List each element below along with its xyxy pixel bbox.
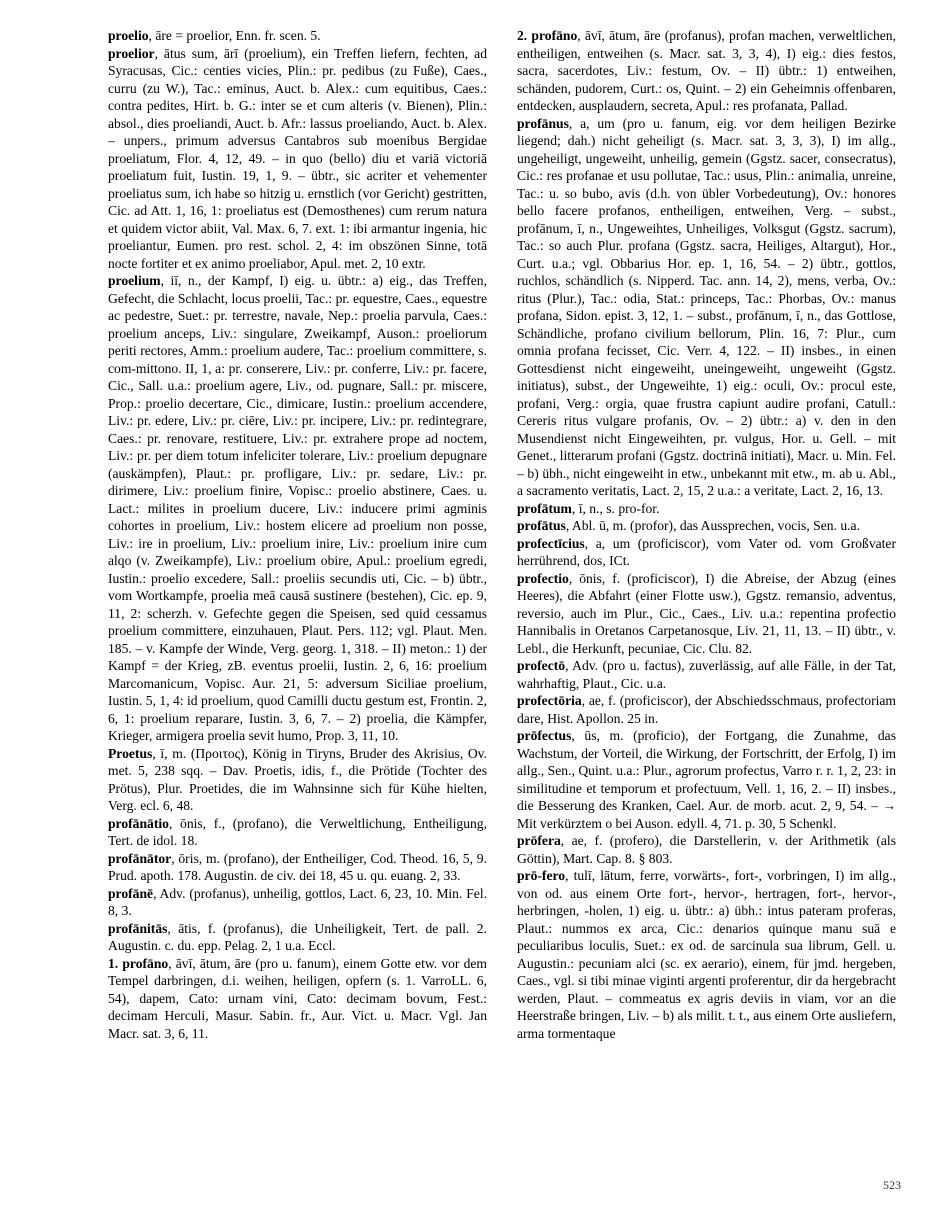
headword: Proetus <box>108 745 153 761</box>
entry-text: , ātus sum, ārī (proelium), ein Treffen liefern, fechten, ad Syracusas, Cic.: centies vicies, Plin.: pr. pedibus (zu Fuße), Caes., curru (zu W.), Tac.: eminus, Auct. b. Alex.: cum equitibus, Caes.: contra pedites, Hirt. b. G.: inter se et cum alteris (v. Bienen), Plin.: absol., dies proeliandi, Auct. b. Afr.: lassus proeliando, Auct. b. Alex. – unpers., primum adversus Cantabros sub moenibus Bergidae proeliatum, Flor. 4, 12, 49. – in quo (bello) diu et variā victoriā proeliatum fuit, Iustin. 19, 1, 9. – übtr., sic acriter et vehementer proeliatus sum, ich habe so hitzig u. ernstlich (vor Gericht) gestritten, Cic. ad Att. 1, 16, 1: proeliatus est (Demosthenes) cum rerum natura et quidem victor abiit, Val. Max. 6, 7. ext. 1: ibi armantur ingenia, hic proeliantur, Eumen. pro rest. schol. 2, 4: im obszönen Sinne, totā nocte fortiter et ex animo proeliabor, Apul. met. 2, 10 extr. <box>108 45 487 271</box>
headword: profectō <box>517 658 566 673</box>
left-column <box>108 27 487 1042</box>
headword: profectio <box>517 570 569 586</box>
entry-text: , Abl. ū, m. (profor), das Aussprechen, vocis, Sen. u.a. <box>565 518 860 533</box>
entry-text: , āvī, ātum, āre (profanus), profan machen, verweltlichen, entheiligen, entweihen (s. Macr. sat. 3, 3, 4), I) eig.: dies festos, sacra, sacerdotes, Liv.: festum, Ov. – II) übtr.: 1) entweihen, schänden, pudorem, Curt.: os, Quint. – 2) ein Geheimnis offenbaren, entdecken, ausplaudern, secreta, Apul.: res profanata, Pallad. <box>517 28 897 113</box>
entry-text: , iī, n., der Kampf, I) eig. u. übtr.: a) eig., das Treffen, Gefecht, die Schlacht, locus proelii, Tac.: pr. equestre, Caes., equestre ac pedestre, Suet.: pr. terrestre, navale, Nep.: proelia parvula, Caes.: proelium anceps, Liv.: singulare, Zweikampf, Auson.: proeliorum periti rectores, Amm.: proelium audere, Tac.: proelium committere, s. com-mittono. II, 1, a: pr. conserere, Liv.: pr. conferre, Liv.: pr. facere, Cic., Sall. u.a.: proelium agere, Liv., od. pugnare, Sall.: pr. miscere, Prop.: proelio decertare, Cic., dimicare, Iustin.: proelium accendere, Liv.: pr. edere, Liv.: pr. ciēre, Liv.: pr. incipere, Liv.: pr. redintegrare, Caes.: pr. renovare, restituere, Liv.: pr. extrahere prope ad noctem, Liv.: pr. per diem totum infeliciter tolerare, Liv.: proelium depugnare (auskämpfen), Plaut.: pr. profligare, Liv.: pr. sedare, Liv.: pr. dirimere, Liv.: proelium finire, Vopisc.: proelio abstinere, Caes. u. Lact.: milites in proelium ducere, Liv.: inducere primi agminis cohortes in proelium, Liv.: hostem elicere ad proelium non posse, Liv.: ire in proelium, Liv.: proelium inire, Liv.: proelium inire cum alqo (v. Zweikampfe), Liv.: proelium obire, Apul.: proelium egredi, Iustin.: proelio excedere, Sall.: proeliis secundis uti, Cic. – b) übtr., vom Wortkampfe, proelia meā causā sustinere (bestehen), Cic. ep. 9, 11, 2: scherzh. v. Gefechte gegen die Speisen, sed quid cessamus proelium committere, einzuhauen, Plaut. Pers. 112; vgl. Plaut. Men. 185. – v. Kampfe der Winde, Verg. georg. 1, 318. – II) meton.: 1) der Kampf = der Krieg, zB. eventus proelii, Iustin. 2, 6, 16: proelium Marcomanicum, Vopisc. Aur. 21, 5: adversum Siciliae proelium, Iustin. 5, 1, 4: id proelium, quod Camilli ductu gestum est, Frontin. 2, 6, 1: proelium reparare, Iustin. 3, 6, 7. – 2) proelia, die Kämpfer, Krieger, armigera proelia sevit humo, Prop. 3, 11, 10. <box>108 273 487 743</box>
headword: proelior <box>108 45 155 61</box>
entry-text: , ōnis, f., (profano), die Verweltlichung, Entheiligung, Tert. de idol. 18. <box>108 815 487 848</box>
entry-profano-2 <box>517 27 896 115</box>
headword: 1. profāno <box>108 955 169 971</box>
headword: prōfera <box>517 833 561 848</box>
entry-profanatio <box>108 815 487 850</box>
headword: profānātor <box>108 850 172 866</box>
headword: profātum <box>517 500 572 516</box>
entry-text: , Adv. (profanus), unheilig, gottlos, Lact. 6, 23, 10. Min. Fel. 8, 3. <box>108 885 487 918</box>
entry-text: , ae, f. (profero), die Darstellerin, v. der Arithmetik (als Göttin), Mart. Cap. 8. § 803. <box>517 833 896 866</box>
entry-profanitas <box>108 920 487 955</box>
entry-text: , ōnis, f. (proficiscor), I) die Abreise, der Abzug (eines Heeres), die Abfahrt (einer Flotte usw.), Ggstz. remansio, adventus, reversio, auch im Plur., Cic., Caes., Liv. u.a.: repentina profectio Hannibalis in Oretanos Carpetanosque, Liv. 21, 11, 13. – II) übtr., v. Lebl., die Herkunft, pecuniae, Cic. Clu. 82. <box>517 570 896 656</box>
entry-profera <box>517 832 896 867</box>
headword: 2. profāno <box>517 28 578 43</box>
entry-profatum <box>517 500 896 518</box>
headword: profātus <box>517 518 566 533</box>
entry-proelium <box>108 272 487 745</box>
entry-text: , Adv. (pro u. factus), zuverlässig, auf alle Fälle, in der Tat, wahrhaftig, Plaut., Cic. u.a. <box>517 658 896 691</box>
entry-profane <box>108 885 487 920</box>
entry-text: , ātis, f. (profanus), die Unheiligkeit, Tert. de pall. 2. Augustin. c. du. epp. Pelag. 2, 1 u.a. Eccl. <box>108 920 487 953</box>
headword: profānus <box>517 115 569 131</box>
right-column <box>517 27 896 1042</box>
entry-text: , a, um (pro u. fanum, eig. vor dem heiligen Bezirke liegend; dah.) nicht geheiligt (s. Macr. sat. 3, 3, 3), I) im allg., ungeheiligt, ungeweiht, unheilig, gemein (Ggstz. sacer, consecratus), Cic.: res profanae et usu pollutae, Tac.: usus, Plin.: animalia, unreine, Tac.: u. so bubo, avis (d.h. von übler Vorbedeutung), Ov.: honores bello facere profanos, entheiligen, entweihen, Verg. – subst., profānum, ī, n., Ungeweihtes, Unheiliges, Volksgut (Ggstz. sacrum), Tac.: so auch Plur. profana (Ggstz. sacra, Heiliges, Altargut), Hor., Curt. u.a.; vgl. Obbarius Hor. ep. 1, 16, 54. – 2) übtr., gottlos, ruchlos, schändlich (s. Nipperd. Tac. ann. 14, 2), mens, verba, Ov.: ritus (Plur.), Tac.: odia, Stat.: princeps, Tac.: Phorbas, Ov.: manus profana, Sidon. epist. 3, 12, 1. – subst., profānum, ī, n., das Gottlose, Schändliche, profano civilium bellorum, Plin. 16, 7: Plur., cum omnia profana fecisset, Cic. Verr. 4, 122. – II) insbes., in einen Gottesdienst nicht eingeweiht, uneingeweiht, ungeweiht (Ggstz. initiatus), subst., der Ungeweihte, 1) eig.: oculi, Ov.: procul este, profani, Verg.: orgia, quae frustra capiunt audire profani, Catull.: Cereris ritus vulgare profanis, Ov. – 2) übtr.: a) v. den in den Musendienst nicht Eingeweihten, pr. vulgus, Hor. u. Gell. – mit Genet., litterarum profani (Ggstz. doctrinā initiati), Macr. u. Min. Fel. – b) übh., nicht eingeweiht in etw., unbekannt mit etw., m. ab u. Abl., a sacramento veritatis, Lact. 2, 15, 2 u.a.: a veritate, Lact. 2, 16, 13. <box>517 115 896 498</box>
entry-profanus <box>517 115 896 500</box>
headword: profānātio <box>108 815 169 831</box>
dictionary-page <box>108 27 908 1177</box>
headword: prō-fero <box>517 868 566 883</box>
entry-text: , tulī, lātum, ferre, vorwärts-, fort-, vorbringen, I) im allg., von od. aus einem Orte fort-, hervor-, hertragen, fort-, hervor-, herbringen, -holen, 1) eig. u. übtr.: a) übh.: intus pateram proferas, Plaut.: nummos ex arca, Cic.: denarios quinque manu suā e peculiaribus loculis, Suet.: ex od. de sarcinula sua librum, Gell. u. Augustin.: pecuniam alci (sc. ex aerario), einem, für jmd. hergeben, Caes., vgl. si tibi minae viginti argenti proferentur, dir da hergebracht werden, Plaut. – commeatus ex agris deviis in viam, vor an die Heerstraße bringen, Liv. – b) als milit. t. t., aus einem Orte ausliefern, arma tormentaque <box>517 868 896 1041</box>
headword: profānē <box>108 885 154 901</box>
entry-pro-fero <box>517 867 896 1042</box>
entry-text: , ī, n., s. pro-for. <box>571 500 660 516</box>
entry-text: , āre = proelior, Enn. fr. scen. 5. <box>148 28 321 43</box>
entry-profatus <box>517 517 896 535</box>
headword: profānitās <box>108 920 168 936</box>
entry-proetus <box>108 745 487 815</box>
headword: profectīcius <box>517 535 585 551</box>
entry-text: , ae, f. (proficiscor), der Abschiedsschmaus, profectoriam dare, Hist. Apollon. 25 in. <box>517 693 896 726</box>
headword: proelium <box>108 273 161 288</box>
entry-text: , āvī, ātum, āre (pro u. fanum), einem Gotte etw. vor dem Tempel darbringen, d.i. weihen, heiligen, opfern (s. 1. VarroLL. 6, 54), dapem, Cato: urnam vini, Cato: decimam bovum, Fest.: decimam Herculi, Masur. Sabin. fr., Aur. Vict. u. Macr. Vgl. Jan Macr. sat. 3, 6, 11. <box>108 955 488 1041</box>
entry-profano-1 <box>108 955 487 1043</box>
headword: proelio <box>108 28 149 43</box>
entry-text: , ī, m. (Προιτος), König in Tiryns, Bruder des Akrisius, Ov. met. 5, 238 sqq. – Dav. Proetis, idis, f., die Prötide (Tochter des Prötus), Plur. Proetides, die im Wahnsinne sich für Kühe hielten, Verg. ecl. 6, 48. <box>108 745 487 813</box>
entry-text: , ūs, m. (proficio), der Fortgang, die Zunahme, das Wachstum, der Vorteil, die Wirkung, der Fortschritt, der Erfolg, I) im allg., Sen., Quint. u.a.: Plur., agrorum profectus, Varro r. r. 1, 2, 23: in similitudine et temporum et profectuum, Vell. 1, 16, 2. – II) insbes., die Besserung des Kranken, Cael. Aur. de morb. acut. 2, 9, 54. – → Mit verkürztem o bei Auson. edyll. 4, 71. p. 30, 5 Schenkl. <box>517 728 896 831</box>
entry-profectio <box>517 570 896 658</box>
headword: prōfectus <box>517 728 572 743</box>
entry-proelior <box>108 45 487 273</box>
entry-profecto <box>517 657 896 692</box>
entry-text: , ōris, m. (profano), der Entheiliger, Cod. Theod. 16, 5, 9. Prud. apoth. 178. Augustin. de civ. dei 18, 45 u. qu. euang. 2, 33. <box>108 850 487 883</box>
headword: profectōria <box>517 693 582 708</box>
entry-profecticius <box>517 535 896 570</box>
entry-text: , a, um (proficiscor), vom Vater od. vom Großvater herrührend, dos, ICt. <box>517 535 896 568</box>
entry-profanator <box>108 850 487 885</box>
entry-profectoria <box>517 692 896 727</box>
page-number: 523 <box>883 1178 901 1192</box>
entry-proelio <box>108 27 487 45</box>
entry-profectus <box>517 727 896 832</box>
